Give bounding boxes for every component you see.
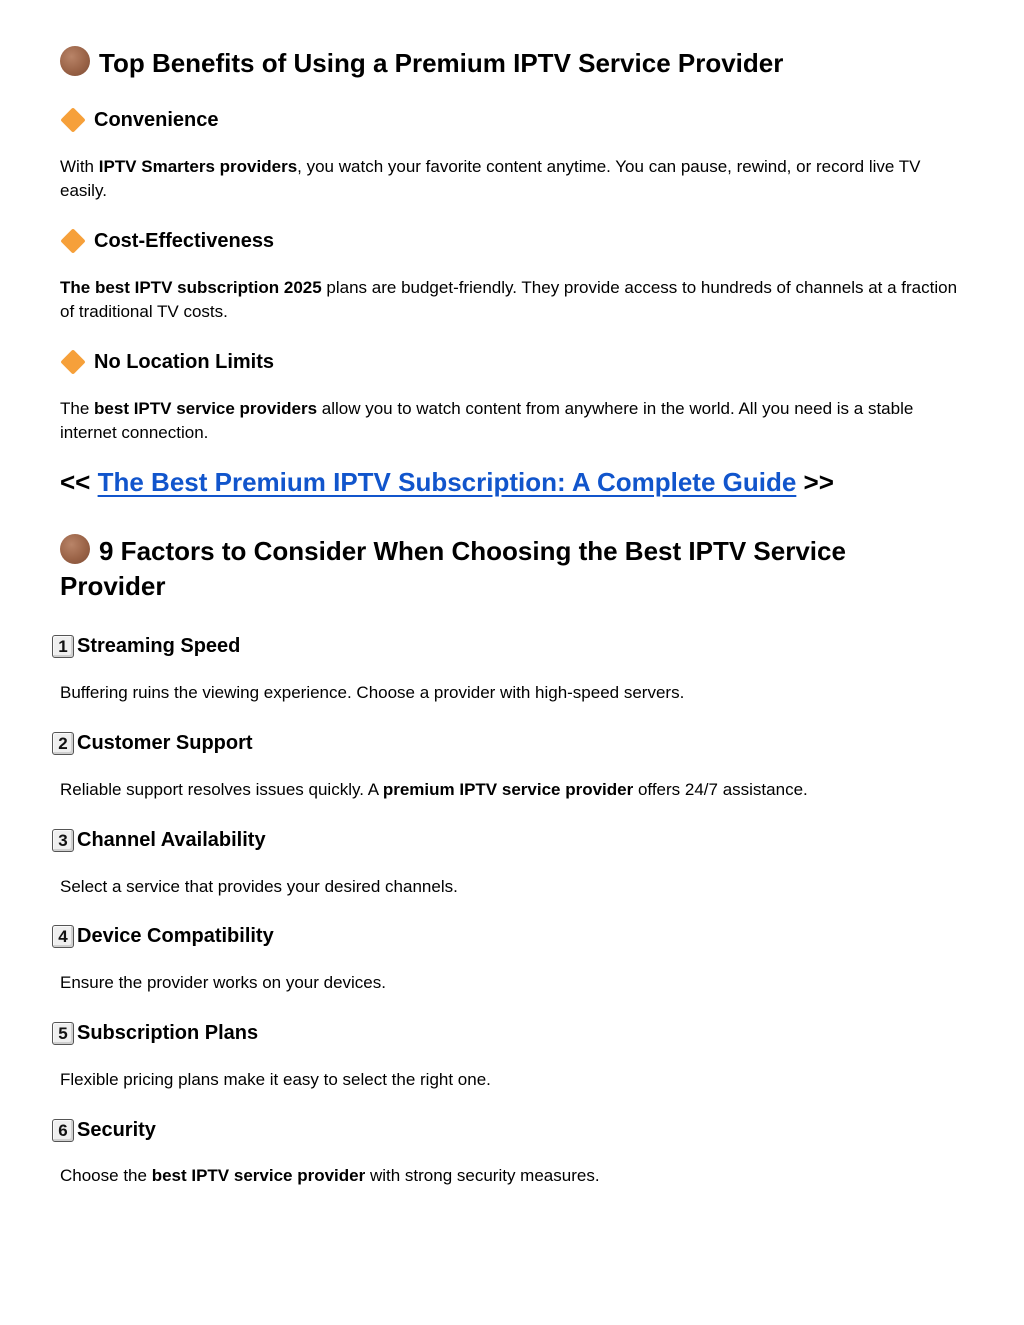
factor-text-2: Reliable support resolves issues quickly. A premium IPTV service provider offers 24/7 assistance. — [60, 780, 808, 799]
keycap-number-icon: 2 — [52, 732, 74, 755]
orange-diamond-icon — [60, 228, 86, 254]
keycap-number-icon: 1 — [52, 635, 74, 658]
factor-heading-4: 4 Device Compatibility — [60, 923, 274, 949]
factor-text-6: Choose the best IPTV service provider with strong security measures. — [60, 1166, 600, 1185]
benefit-heading-no-location-limits: No Location Limits — [60, 349, 274, 375]
factor-heading-5: 5 Subscription Plans — [60, 1020, 258, 1046]
factor-text-4: Ensure the provider works on your devices. — [60, 973, 386, 992]
guide-link[interactable]: The Best Premium IPTV Subscription: A Complete Guide — [97, 467, 797, 497]
keycap-number-icon: 4 — [52, 925, 74, 948]
brown-circle-icon — [60, 46, 90, 76]
keycap-number-icon: 5 — [52, 1022, 74, 1045]
factor-text-5: Flexible pricing plans make it easy to select the right one. — [60, 1070, 491, 1089]
factor-heading-1: 1 Streaming Speed — [60, 633, 240, 659]
keycap-number-icon: 6 — [52, 1119, 74, 1142]
benefit-text-convenience: With IPTV Smarters providers, you watch your favorite content anytime. You can pause, rewind, or record live TV easily. — [60, 157, 921, 200]
benefit-text-cost-effectiveness: The best IPTV subscription 2025 plans are budget-friendly. They provide access to hundreds of channels at a fraction of traditional TV costs. — [60, 278, 958, 321]
factor-text-1: Buffering ruins the viewing experience. Choose a provider with high-speed servers. — [60, 683, 685, 702]
benefit-heading-cost-effectiveness: Cost-Effectiveness — [60, 228, 274, 254]
orange-diamond-icon — [60, 107, 86, 133]
keycap-number-icon: 3 — [52, 829, 74, 852]
guide-link-heading: << The Best Premium IPTV Subscription: A Complete Guide >> — [60, 467, 834, 497]
factor-text-3: Select a service that provides your desired channels. — [60, 877, 458, 896]
factor-heading-6: 6 Security — [60, 1117, 156, 1143]
orange-diamond-icon — [60, 349, 86, 375]
section2-heading: 9 Factors to Consider When Choosing the Best IPTV Service Provider — [60, 536, 846, 601]
section1-heading: Top Benefits of Using a Premium IPTV Service Provider — [60, 46, 783, 81]
factor-heading-3: 3 Channel Availability — [60, 827, 266, 853]
factor-heading-2: 2 Customer Support — [60, 730, 253, 756]
brown-circle-icon — [60, 534, 90, 564]
benefit-heading-convenience: Convenience — [60, 107, 218, 133]
benefit-text-no-location-limits: The best IPTV service providers allow you to watch content from anywhere in the world. All you need is a stable internet connection. — [60, 399, 914, 442]
